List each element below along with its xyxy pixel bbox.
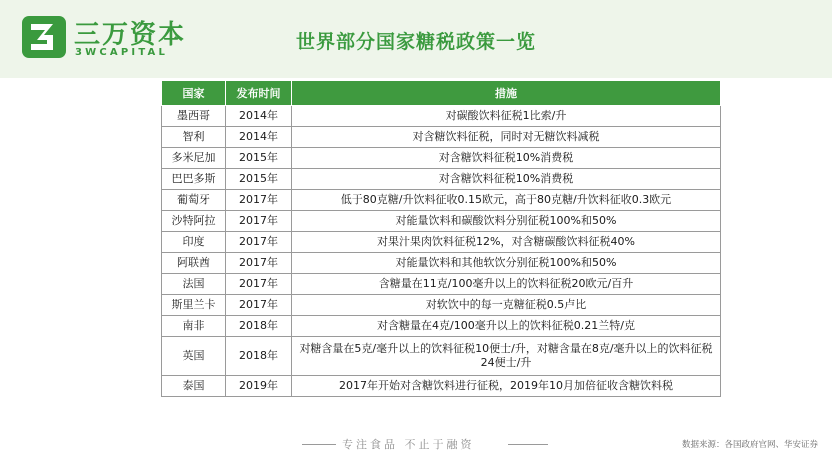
cell-year: 2017年 xyxy=(226,211,292,232)
cell-measure: 对糖含量在5克/毫升以上的饮料征税10便士/升，对糖含量在8克/毫升以上的饮料征税24便士/升 xyxy=(292,337,721,376)
cell-year: 2017年 xyxy=(226,295,292,316)
cell-year: 2014年 xyxy=(226,106,292,127)
cell-country: 英国 xyxy=(162,337,226,376)
table-header-row xyxy=(162,81,721,106)
cell-country: 印度 xyxy=(162,232,226,253)
cell-measure: 对含糖量在4克/100毫升以上的饮料征税0.21兰特/克 xyxy=(292,316,721,337)
cell-measure: 对含糖饮料征税10%消费税 xyxy=(292,148,721,169)
header-band xyxy=(0,0,832,78)
table-row xyxy=(162,169,721,190)
cell-country: 阿联酋 xyxy=(162,253,226,274)
cell-year: 2015年 xyxy=(226,169,292,190)
table-row xyxy=(162,211,721,232)
cell-country: 南非 xyxy=(162,316,226,337)
table-row xyxy=(162,127,721,148)
cell-measure: 低于80克糖/升饮料征收0.15欧元，高于80克糖/升饮料征收0.3欧元 xyxy=(292,190,721,211)
table-row xyxy=(162,295,721,316)
cell-country: 法国 xyxy=(162,274,226,295)
table-row xyxy=(162,337,721,376)
table-row xyxy=(162,190,721,211)
cell-country: 斯里兰卡 xyxy=(162,295,226,316)
cell-year: 2017年 xyxy=(226,232,292,253)
brand-name-cn: 三万资本 xyxy=(74,20,187,50)
table-row xyxy=(162,316,721,337)
table-row xyxy=(162,106,721,127)
cell-year: 2017年 xyxy=(226,274,292,295)
footer-divider-left xyxy=(302,444,336,445)
cell-measure: 对软饮中的每一克糖征税0.5卢比 xyxy=(292,295,721,316)
cell-measure: 对能量饮料和碳酸饮料分别征税100%和50% xyxy=(292,211,721,232)
cell-year: 2017年 xyxy=(226,190,292,211)
page-title: 世界部分国家糖税政策一览 xyxy=(295,31,536,53)
cell-measure: 2017年开始对含糖饮料进行征税，2019年10月加倍征收含糖饮料税 xyxy=(292,376,721,397)
cell-measure: 对碳酸饮料征税1比索/升 xyxy=(292,106,721,127)
cell-measure: 对果汁果肉饮料征税12%，对含糖碳酸饮料征税40% xyxy=(292,232,721,253)
header-country: 国家 xyxy=(162,81,226,106)
cell-year: 2018年 xyxy=(226,316,292,337)
sugar-tax-table xyxy=(161,80,721,397)
cell-measure: 对能量饮料和其他软饮分别征税100%和50% xyxy=(292,253,721,274)
cell-measure: 对含糖饮料征税10%消费税 xyxy=(292,169,721,190)
cell-country: 智利 xyxy=(162,127,226,148)
cell-year: 2019年 xyxy=(226,376,292,397)
cell-country: 多米尼加 xyxy=(162,148,226,169)
cell-year: 2015年 xyxy=(226,148,292,169)
header-year: 发布时间 xyxy=(226,81,292,106)
cell-country: 墨西哥 xyxy=(162,106,226,127)
data-source: 数据来源：各国政府官网、华安证券 xyxy=(681,440,818,450)
cell-year: 2014年 xyxy=(226,127,292,148)
footer-divider-right xyxy=(508,444,548,445)
footer-slogan: 专注食品 不止于融资 xyxy=(342,438,475,451)
brand-name-en: 3WCAPITAL xyxy=(75,47,169,58)
cell-year: 2018年 xyxy=(226,337,292,376)
cell-country: 泰国 xyxy=(162,376,226,397)
table-row xyxy=(162,253,721,274)
table-row xyxy=(162,148,721,169)
cell-country: 葡萄牙 xyxy=(162,190,226,211)
table-row xyxy=(162,274,721,295)
cell-measure: 对含糖饮料征税，同时对无糖饮料减税 xyxy=(292,127,721,148)
table-row xyxy=(162,376,721,397)
table-row xyxy=(162,232,721,253)
cell-country: 巴巴多斯 xyxy=(162,169,226,190)
cell-country: 沙特阿拉 xyxy=(162,211,226,232)
header-measure: 措施 xyxy=(292,81,721,106)
cell-year: 2017年 xyxy=(226,253,292,274)
cell-measure: 含糖量在11克/100毫升以上的饮料征税20欧元/百升 xyxy=(292,274,721,295)
